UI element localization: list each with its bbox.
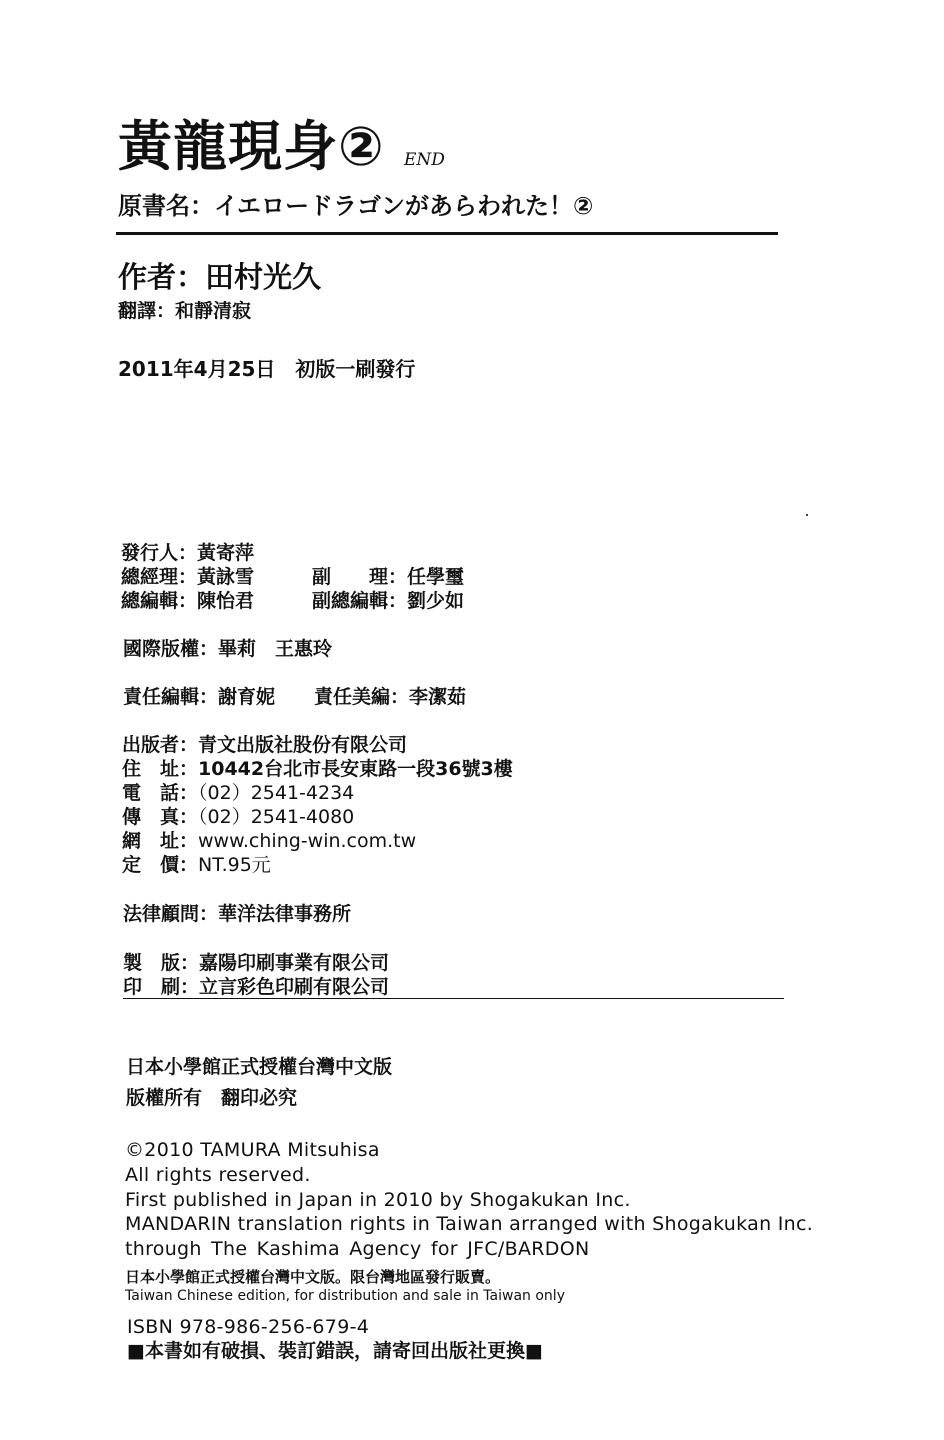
translator-credit: 翻譯：和靜清寂 bbox=[118, 300, 252, 322]
book-title: 黃龍現身② bbox=[118, 115, 385, 178]
staff-chief-editor: 總編輯：陳怡君 bbox=[121, 590, 255, 612]
phone-row bbox=[122, 781, 354, 805]
copyright-line-2: All rights reserved. bbox=[125, 1164, 311, 1186]
authorized-edition: 日本小學館正式授權台灣中文版 bbox=[126, 1056, 393, 1078]
copyright-line-3: First published in Japan in 2010 by Shogakukan Inc. bbox=[125, 1189, 631, 1211]
website-label: 網 址： bbox=[122, 830, 199, 852]
publication-date: 2011年4月25日 初版一刷發行 bbox=[118, 357, 416, 381]
plate-value: 嘉陽印刷事業有限公司 bbox=[199, 952, 390, 974]
staff-publisher-person: 發行人：黃寄萍 bbox=[121, 542, 255, 564]
publisher-label: 出版者： bbox=[122, 734, 199, 756]
publisher-name: 青文出版社股份有限公司 bbox=[198, 734, 408, 756]
distribution-en: Taiwan Chinese edition, for distribution and sale in Taiwan only bbox=[125, 1288, 565, 1304]
copyright-line-1: ©2010 TAMURA Mitsuhisa bbox=[125, 1139, 380, 1161]
speck-mark bbox=[806, 514, 808, 516]
print-value: 立言彩色印刷有限公司 bbox=[199, 976, 390, 998]
fax-label: 傳 真： bbox=[122, 806, 199, 828]
end-mark: END bbox=[404, 150, 445, 170]
international-rights: 國際版權：畢莉 王惠玲 bbox=[123, 638, 333, 660]
title-divider bbox=[116, 232, 778, 235]
bottom-divider bbox=[123, 998, 784, 999]
damage-notice: ■本書如有破損、裝訂錯誤，請寄回出版社更換■ bbox=[127, 1340, 543, 1362]
author-credit: 作者：田村光久 bbox=[118, 260, 322, 294]
address-row bbox=[122, 757, 513, 781]
phone-label: 電 話： bbox=[122, 782, 199, 804]
address-label: 住 址： bbox=[122, 758, 199, 780]
staff-deputy-manager: 副 理：任學璽 bbox=[312, 566, 465, 588]
copyright-line-4: MANDARIN translation rights in Taiwan arranged with Shogakukan Inc. bbox=[125, 1213, 814, 1235]
fax-value: （02）2541-4080 bbox=[198, 806, 355, 828]
website-row bbox=[122, 829, 416, 853]
phone-value: （02）2541-4234 bbox=[198, 782, 355, 804]
distribution-zh: 日本小學館正式授權台灣中文版。限台灣地區發行販賣。 bbox=[125, 1268, 501, 1286]
original-title: 原書名：イエロードラゴンがあらわれた！② bbox=[118, 192, 594, 220]
address-value: 10442台北市長安東路一段36號3樓 bbox=[198, 758, 513, 780]
all-rights-reserved-zh: 版權所有 翻印必究 bbox=[126, 1087, 298, 1109]
price-value: NT.95元 bbox=[198, 854, 271, 876]
plate-label: 製 版： bbox=[123, 952, 200, 974]
publisher-row bbox=[122, 733, 407, 757]
plate-row bbox=[123, 951, 389, 975]
print-row bbox=[123, 975, 389, 999]
isbn: ISBN 978-986-256-679-4 bbox=[127, 1316, 370, 1338]
responsible-editor: 責任編輯：謝育妮 bbox=[123, 686, 276, 708]
website-value: www.ching-win.com.tw bbox=[198, 830, 417, 852]
copyright-line-5: through The Kashima Agency for JFC/BARDON bbox=[125, 1238, 590, 1260]
legal-advisor: 法律顧問：華洋法律事務所 bbox=[123, 903, 352, 925]
price-row bbox=[122, 853, 271, 877]
print-label: 印 刷： bbox=[123, 976, 200, 998]
staff-general-manager: 總經理：黃詠雪 bbox=[121, 566, 255, 588]
price-label: 定 價： bbox=[122, 854, 199, 876]
responsible-art-editor: 責任美編：李潔茹 bbox=[314, 686, 467, 708]
staff-deputy-chief-editor: 副總編輯：劉少如 bbox=[312, 590, 465, 612]
fax-row bbox=[122, 805, 354, 829]
